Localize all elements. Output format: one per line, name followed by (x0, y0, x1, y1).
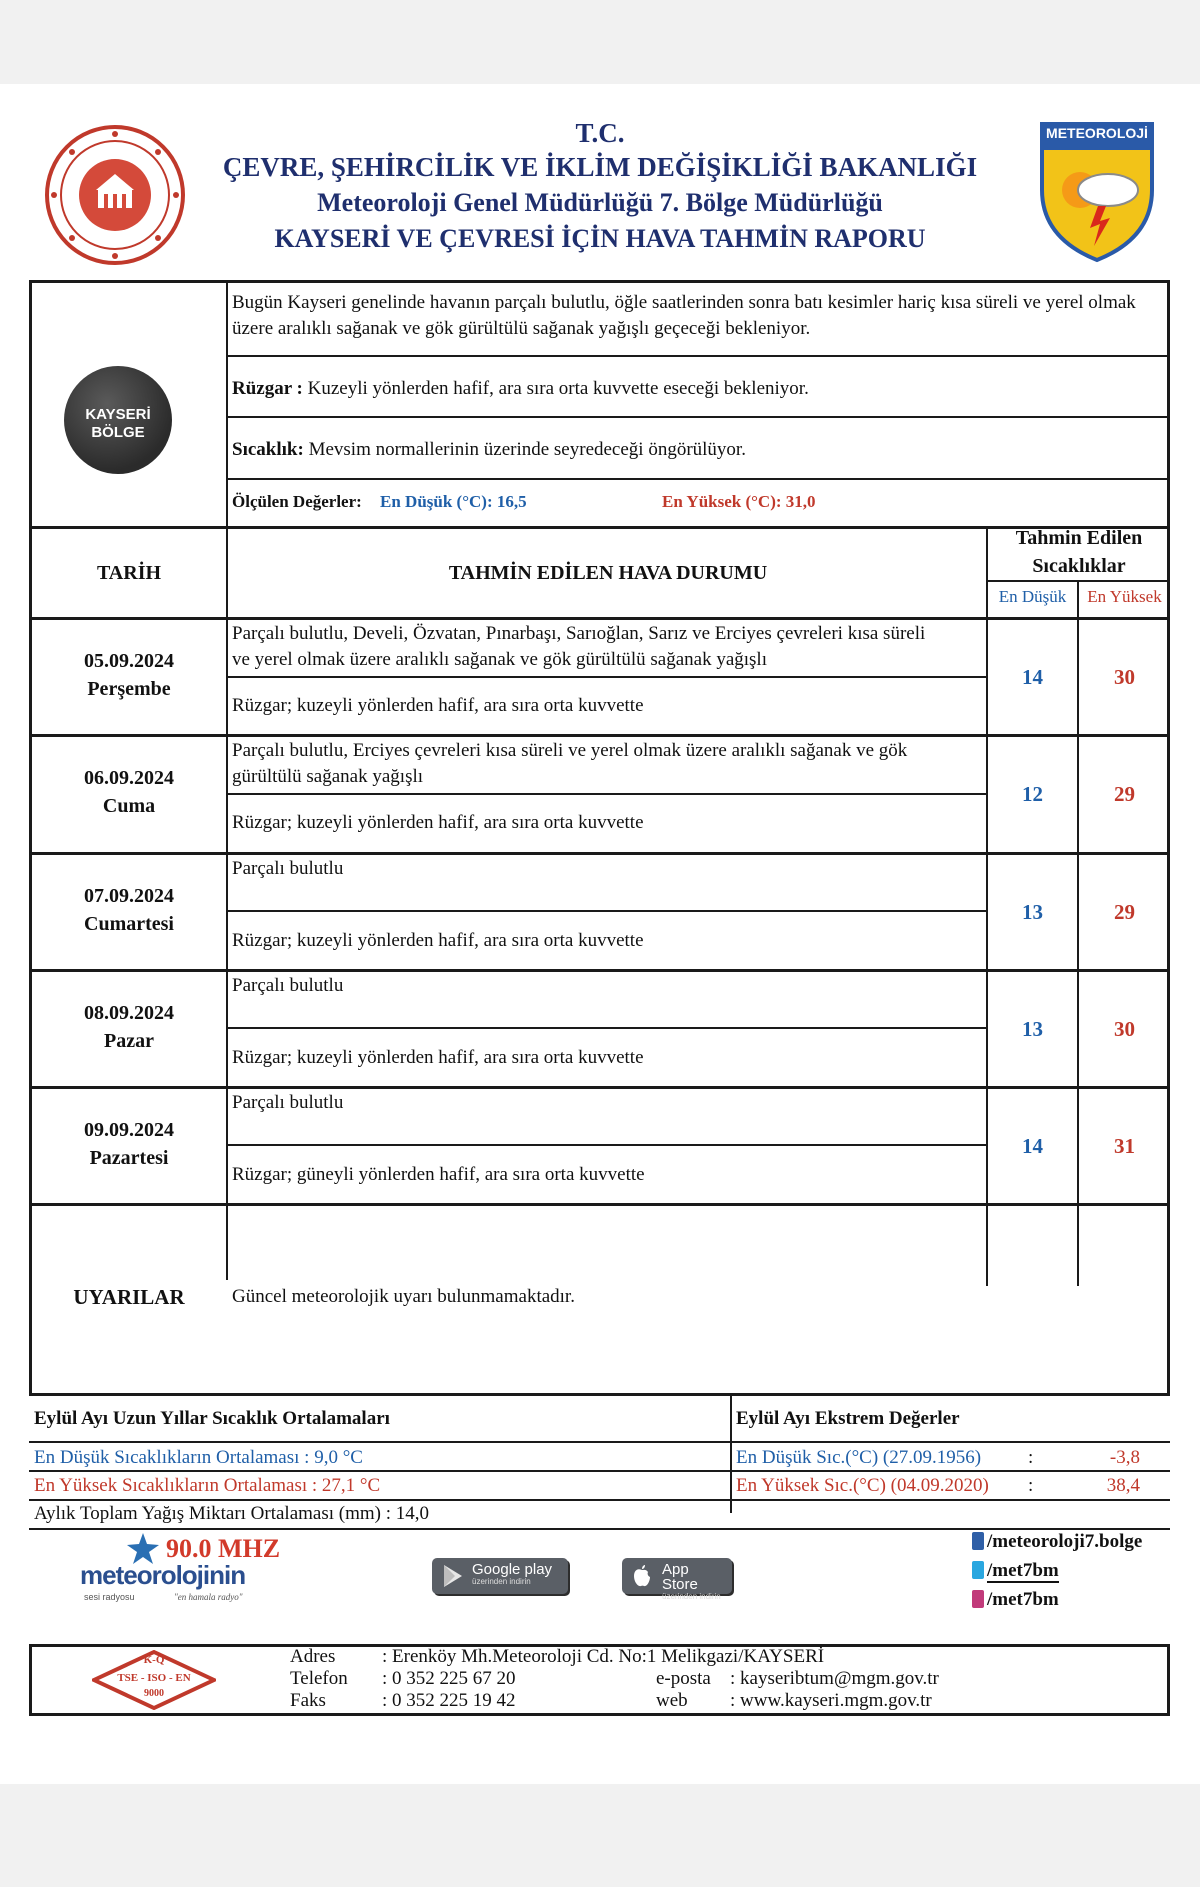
report-page (0, 84, 1200, 1784)
google-play-button[interactable] (432, 1558, 568, 1594)
measured-label: Ölçülen Değerler: (232, 492, 362, 511)
row-weather-line1: Parçalı bulutlu, Develi, Özvatan, Pınarbaşı, Sarıoğlan, Sarız ve Erciyes çevreleri kısa süreli (232, 623, 926, 644)
summary-temp-label: Sıcaklık: (232, 439, 304, 460)
row-day: Perşembe (87, 678, 171, 700)
row-day: Cuma (102, 795, 156, 817)
row-weather-line1: Parçalı bulutlu (232, 858, 344, 879)
climate-right-min-sep: : (1028, 1447, 1034, 1468)
climate-left-title: Eylül Ayı Uzun Yıllar Sıcaklık Ortalamaları (34, 1408, 390, 1429)
facebook-handle: /meteoroloji7.bolge (987, 1531, 1143, 1552)
climate-left-max: En Yüksek Sıcaklıkların Ortalaması : 27,1 °C (34, 1475, 381, 1496)
col-header-date: TARİH (96, 562, 162, 584)
row-date: 09.09.2024 (84, 1119, 174, 1141)
summary-wind-text: Kuzeyli yönlerden hafif, ara sıra orta kuvvette eseceği bekleniyor. (307, 378, 809, 399)
footer-address-label: Adres (290, 1646, 336, 1667)
radio-name: meteorolojinin (80, 1560, 246, 1590)
row-weather-line1: Parçalı bulutlu (232, 1092, 344, 1113)
facebook-link[interactable] (972, 1530, 1142, 1554)
header-ministry: ÇEVRE, ŞEHİRCİLİK VE İKLİM DEĞİŞİKLİĞİ BAKANLIĞI (222, 152, 978, 182)
radio-sub: sesi radyosu (84, 1592, 135, 1602)
google-play-icon (442, 1564, 464, 1588)
row-max: 30 (1114, 1017, 1135, 1041)
row-date: 05.09.2024 (84, 650, 174, 672)
radio-slogan: "en hamala radyo" (174, 1592, 243, 1602)
footer-phone-label: Telefon (290, 1668, 348, 1689)
climate-right-max-value: 38,4 (1106, 1475, 1140, 1496)
measured-max: En Yüksek (°C): 31,0 (662, 492, 816, 511)
footer-web-label: web (656, 1690, 688, 1711)
meteoroloji-shield-logo (1038, 120, 1156, 264)
row-max: 29 (1114, 900, 1135, 924)
warnings-label: UYARILAR (73, 1285, 185, 1309)
twitter-icon (972, 1561, 984, 1579)
google-play-label: Google play (472, 1561, 553, 1578)
row-date: 07.09.2024 (84, 885, 174, 907)
climate-left-min: En Düşük Sıcaklıkların Ortalaması : 9,0 °C (34, 1447, 363, 1468)
climate-left-rain: Aylık Toplam Yağış Miktarı Ortalaması (mm) : 14,0 (34, 1503, 430, 1524)
kayseri-bolge-badge (64, 366, 172, 474)
footer-phone-value: : 0 352 225 67 20 (382, 1668, 516, 1689)
row-wind: Rüzgar; kuzeyli yönlerden hafif, ara sıra orta kuvvette (232, 812, 644, 833)
row-weather-line2: ve yerel olmak üzere aralıklı sağanak ve gök gürültülü sağanak yağışlı (232, 649, 767, 670)
row-weather-line1: Parçalı bulutlu (232, 975, 344, 996)
row-wind: Rüzgar; kuzeyli yönlerden hafif, ara sıra orta kuvvette (232, 695, 644, 716)
row-wind: Rüzgar; kuzeyli yönlerden hafif, ara sıra orta kuvvette (232, 1047, 644, 1068)
app-store-button[interactable] (622, 1558, 732, 1601)
row-min: 12 (1022, 782, 1043, 806)
facebook-icon (972, 1532, 984, 1550)
summary-wind-label: Rüzgar : (232, 378, 303, 399)
header-directorate: Meteoroloji Genel Müdürlüğü 7. Bölge Müdürlüğü (317, 188, 883, 217)
row-date: 08.09.2024 (84, 1002, 174, 1024)
badge-line2: BÖLGE (91, 424, 145, 441)
col-header-min: En Düşük (998, 587, 1067, 606)
row-date: 06.09.2024 (84, 767, 174, 789)
instagram-link[interactable] (972, 1588, 1059, 1612)
google-play-sub: üzerinden indirin (472, 1577, 531, 1586)
meteoroloji-logo-text: METEOROLOJİ (1046, 125, 1148, 141)
climate-right-min-value: -3,8 (1109, 1447, 1140, 1468)
twitter-link[interactable] (972, 1559, 1059, 1583)
instagram-icon (972, 1590, 984, 1608)
climate-right-title: Eylül Ayı Ekstrem Değerler (736, 1408, 960, 1429)
footer-email-label: e-posta (656, 1668, 711, 1689)
app-store-label: App Store (662, 1561, 698, 1593)
header-report-title: KAYSERİ VE ÇEVRESİ İÇİN HAVA TAHMİN RAPORU (274, 224, 926, 253)
cert-bottom: 9000 (144, 1688, 164, 1699)
summary-general-text: Bugün Kayseri genelinde havanın parçalı bulutlu, öğle saatlerinden sonra batı kesimler hariç kısa süreli ve yerel olmak üzere aralıklı sağanak ve gök gürültülü sağanak yağışlı geçeceği bekleniyor. (232, 292, 1136, 339)
row-max: 29 (1114, 782, 1135, 806)
measured-min: En Düşük (°C): 16,5 (380, 492, 527, 511)
col-header-weather: TAHMİN EDİLEN HAVA DURUMU (448, 562, 768, 584)
header-tc: T.C. (575, 118, 625, 148)
row-weather-line2: gürültülü sağanak yağışlı (232, 766, 424, 787)
climate-right-max-label: En Yüksek Sıc.(°C) (04.09.2020) (736, 1475, 989, 1496)
climate-right-min-label: En Düşük Sıc.(°C) (27.09.1956) (736, 1447, 982, 1468)
footer-email-value[interactable]: : kayseribtum@mgm.gov.tr (730, 1668, 939, 1689)
twitter-handle: /met7bm (987, 1560, 1059, 1581)
row-weather-line1: Parçalı bulutlu, Erciyes çevreleri kısa süreli ve yerel olmak üzere aralıklı sağanak ve gök (232, 740, 908, 761)
radio-logo (74, 1532, 304, 1604)
col-header-temps-line2: Sıcaklıklar (1032, 555, 1126, 577)
cert-top: K-Q (143, 1654, 165, 1666)
warnings-text: Güncel meteorolojik uyarı bulunmamaktadır. (232, 1286, 575, 1307)
row-max: 30 (1114, 665, 1135, 689)
row-min: 14 (1022, 665, 1043, 689)
row-min: 13 (1022, 900, 1043, 924)
row-day: Pazartesi (89, 1147, 169, 1169)
apple-icon (632, 1564, 652, 1588)
summary-temp-text: Mevsim normallerinin üzerinde seyredeceği öngörülüyor. (308, 439, 746, 460)
summary-wind (232, 376, 1152, 402)
instagram-handle: /met7bm (987, 1589, 1059, 1610)
app-store-sub: üzerinden indirin (662, 1592, 721, 1601)
row-wind: Rüzgar; kuzeyli yönlerden hafif, ara sıra orta kuvvette (232, 930, 644, 951)
row-min: 13 (1022, 1017, 1043, 1041)
summary-temperature (232, 437, 1152, 463)
badge-line1: KAYSERİ (85, 406, 151, 423)
row-min: 14 (1022, 1134, 1043, 1158)
climate-right-max-sep: : (1028, 1475, 1034, 1496)
row-max: 31 (1114, 1134, 1135, 1158)
row-day: Cumartesi (84, 913, 174, 935)
footer-fax-value: : 0 352 225 19 42 (382, 1690, 516, 1711)
footer-address-value: : Erenköy Mh.Meteoroloji Cd. No:1 Melikgazi/KAYSERİ (382, 1646, 825, 1667)
col-header-max: En Yüksek (1087, 587, 1162, 606)
footer-fax-label: Faks (290, 1690, 326, 1711)
row-day: Pazar (104, 1030, 154, 1052)
col-header-temps-line1: Tahmin Edilen (1015, 527, 1143, 549)
row-wind: Rüzgar; güneyli yönlerden hafif, ara sıra orta kuvvette (232, 1164, 645, 1185)
radio-frequency: 90.0 MHZ (166, 1534, 281, 1563)
cert-mid: TSE - ISO - EN (117, 1672, 191, 1684)
footer-web-value[interactable]: : www.kayseri.mgm.gov.tr (730, 1690, 932, 1711)
